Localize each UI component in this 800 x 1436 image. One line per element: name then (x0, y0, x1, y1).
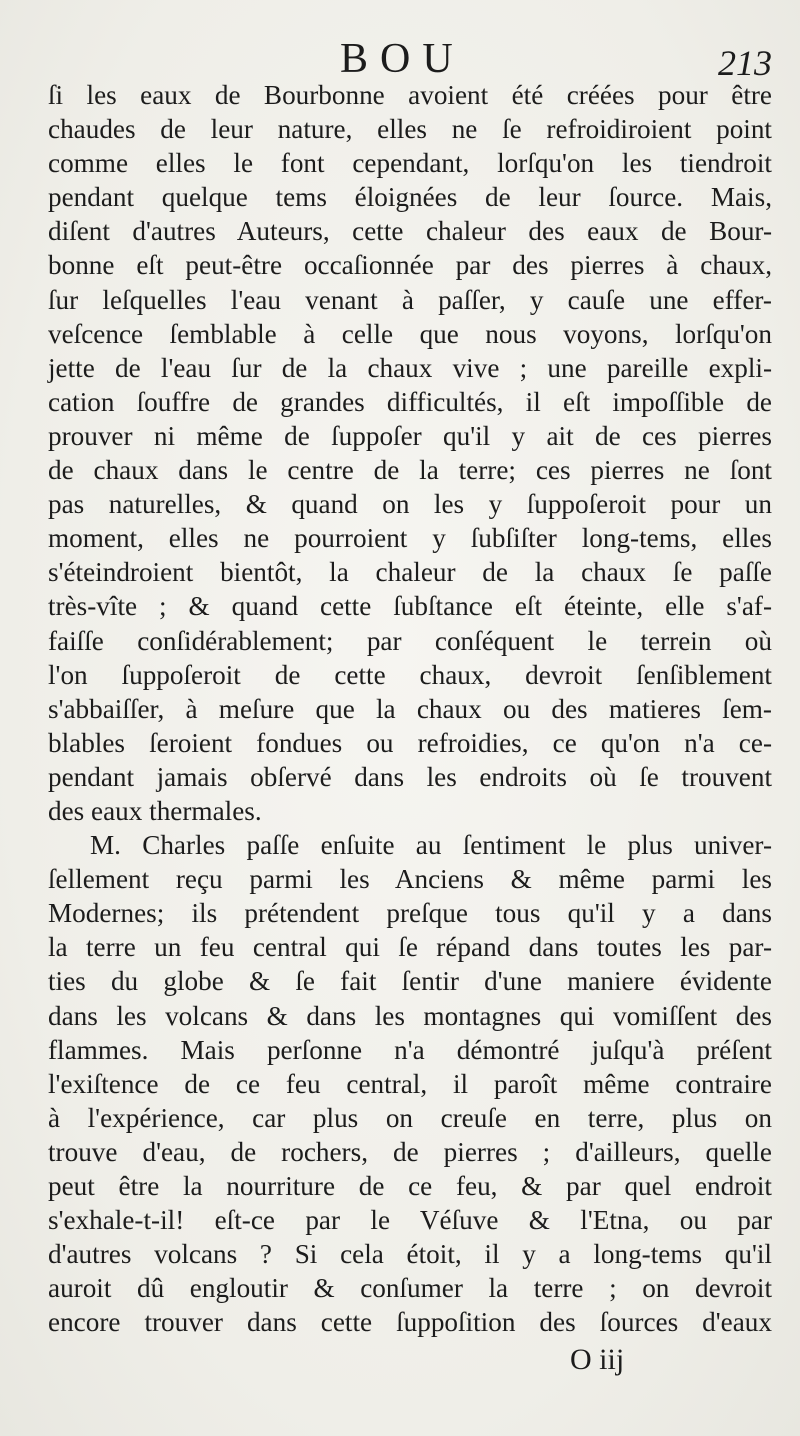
text-line: flammes. Mais perſonne n'a démontré juſqu'à préſent (48, 1034, 772, 1065)
text-line: s'abbaiſſer, à meſure que la chaux ou des matieres ſem- (48, 693, 772, 724)
text-line: la terre un feu central qui ſe répand dans toutes les par- (48, 932, 772, 963)
text-line: chaudes de leur nature, elles ne ſe refroidiroient point (48, 114, 772, 145)
text-line: Modernes; ils prétendent preſque tous qu'il y a dans (48, 898, 772, 929)
paragraph-2 (48, 828, 772, 1339)
text-line: pendant jamais obſervé dans les endroits où ſe trouvent (48, 761, 772, 792)
text-line: veſcence ſemblable à celle que nous voyons, lorſqu'on (48, 318, 772, 349)
text-line: auroit dû engloutir & conſumer la terre ; on devroit (48, 1273, 772, 1304)
signature-mark: O iij (570, 1343, 625, 1376)
text-line: l'on ſuppoſeroit de cette chaux, devroit ſenſiblement (48, 659, 772, 690)
text-line: ties du globe & ſe fait ſentir d'une maniere évidente (48, 966, 772, 997)
text-line: ſellement reçu parmi les Anciens & même parmi les (48, 864, 772, 895)
text-line: trouve d'eau, de rochers, de pierres ; d'ailleurs, quelle (48, 1136, 772, 1167)
text-line: très-vîte ; & quand cette ſubſtance eſt éteinte, elle s'af- (48, 591, 772, 622)
text-line: diſent d'autres Auteurs, cette chaleur des eaux de Bour- (48, 216, 772, 247)
text-line: ſi les eaux de Bourbonne avoient été créées pour être (48, 80, 772, 110)
text-line: jette de l'eau ſur de la chaux vive ; une pareille expli- (48, 352, 772, 383)
text-line: comme elles le font cependant, lorſqu'on les tiendroit (48, 148, 772, 179)
text-line: à l'expérience, car plus on creuſe en terre, plus on (48, 1102, 772, 1133)
text-line: pas naturelles, & quand on les y ſuppoſeroit pour un (48, 489, 772, 520)
text-line: des eaux thermales. (48, 795, 262, 826)
text-line: moment, elles ne pourroient y ſubſiſter long-tems, elles (48, 523, 772, 554)
text-line: encore trouver dans cette ſuppoſition des ſources d'eaux (48, 1307, 772, 1338)
running-head (0, 34, 800, 84)
text-line: cation ſouffre de grandes difficultés, il eſt impoſſible de (48, 386, 772, 417)
text-line: l'exiſtence de ce feu central, il paroît même contraire (48, 1068, 772, 1099)
text-line: prouver ni même de ſuppoſer qu'il y ait de ces pierres (48, 420, 772, 451)
text-line: ſur leſquelles l'eau venant à paſſer, y cauſe une effer- (48, 284, 772, 315)
text-line: M. Charles paſſe enſuite au ſentiment le plus univer- (90, 830, 772, 861)
text-line: s'exhale-t-il! eſt-ce par le Véſuve & l'Etna, ou par (48, 1205, 772, 1236)
text-line: d'autres volcans ? Si cela étoit, il y a long-tems qu'il (48, 1239, 772, 1270)
text-line: peut être la nourriture de ce feu, & par quel endroit (48, 1171, 772, 1201)
paragraph-1 (48, 78, 772, 828)
running-title: BOU (340, 36, 465, 82)
text-line: pendant quelque tems éloignées de leur ſource. Mais, (48, 182, 772, 213)
page-number: 213 (718, 43, 772, 83)
text-line: blables ſeroient fondues ou refroidies, ce qu'on n'a ce- (48, 727, 772, 758)
text-line: s'éteindroient bientôt, la chaleur de la chaux ſe paſſe (48, 557, 772, 588)
text-line: faiſſe conſidérablement; par conſéquent le terrein où (48, 625, 772, 656)
body-text (48, 78, 772, 1339)
text-line: de chaux dans le centre de la terre; ces pierres ne ſont (48, 455, 772, 486)
text-line: dans les volcans & dans les montagnes qui vomiſſent des (48, 1000, 772, 1031)
text-line: bonne eſt peut-être occaſionnée par des pierres à chaux, (48, 250, 772, 281)
